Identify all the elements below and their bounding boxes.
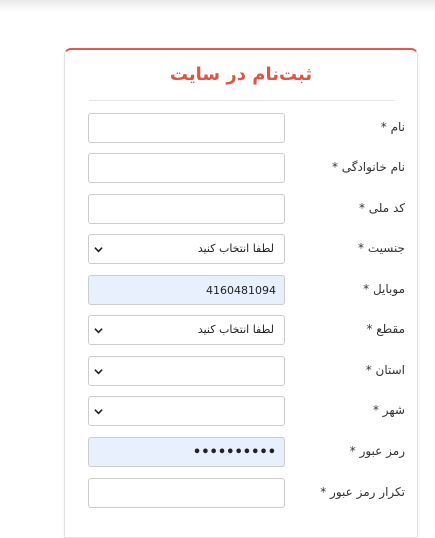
province-select[interactable]: [88, 356, 285, 386]
first-name-label: نام *: [380, 120, 405, 134]
registration-card: [64, 48, 418, 538]
password-label: رمز عبور *: [349, 444, 405, 458]
city-select[interactable]: [88, 396, 285, 426]
mobile-label: موبایل *: [363, 282, 405, 296]
education-level-selected-value: لطفا انتخاب کنید: [197, 323, 274, 336]
browser-top-shadow: [0, 0, 435, 12]
confirm-password-label: تکرار رمز عبور *: [320, 485, 405, 499]
national-code-label: کد ملی *: [358, 201, 405, 215]
gender-label: جنسیت *: [358, 241, 405, 255]
education-level-select[interactable]: [88, 315, 285, 345]
chevron-down-icon: [94, 407, 103, 416]
city-label: شهر *: [372, 403, 405, 417]
education-level-label: مقطع *: [366, 322, 405, 336]
province-label: استان *: [365, 363, 405, 377]
last-name-label: نام خانوادگی *: [331, 160, 405, 174]
password-input[interactable]: [88, 437, 285, 467]
chevron-down-icon: [94, 245, 103, 254]
form-title: ثبت‌نام در سایت: [169, 64, 313, 85]
chevron-down-icon: [94, 326, 103, 335]
gender-select[interactable]: [88, 234, 285, 264]
confirm-password-input[interactable]: [88, 478, 285, 508]
title-divider: [89, 100, 395, 101]
last-name-input[interactable]: [88, 153, 285, 183]
gender-selected-value: لطفا انتخاب کنید: [197, 242, 274, 255]
first-name-input[interactable]: [88, 113, 285, 143]
national-code-input[interactable]: [88, 194, 285, 224]
chevron-down-icon: [94, 367, 103, 376]
mobile-input[interactable]: [88, 275, 285, 305]
